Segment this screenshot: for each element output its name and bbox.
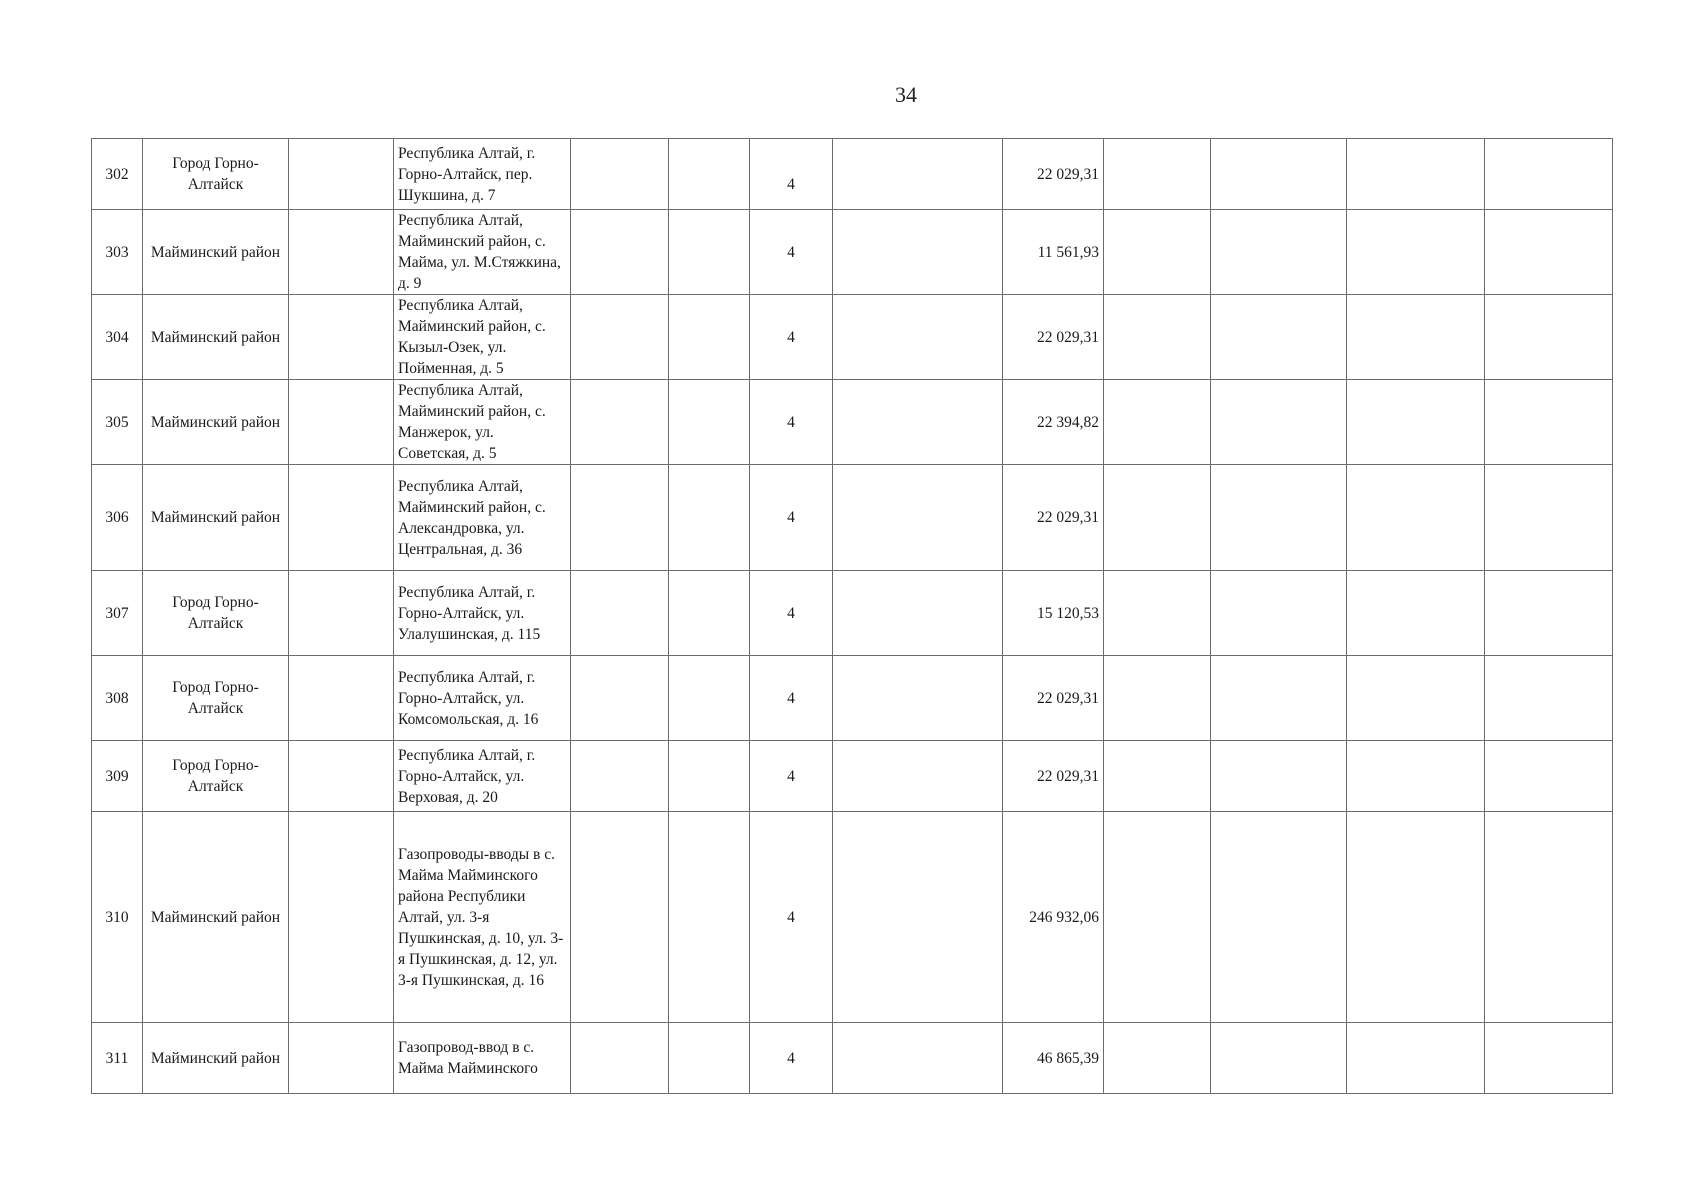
address-cell: Газопровод-ввод в с. Майма Майминского — [394, 1023, 571, 1094]
empty-cell — [833, 380, 1003, 465]
count-cell: 4 — [750, 380, 833, 465]
row-number: 306 — [92, 465, 143, 571]
empty-cell — [1104, 1023, 1211, 1094]
register-table — [91, 138, 1613, 1094]
count-cell: 4 — [750, 139, 833, 210]
empty-cell — [1211, 741, 1347, 812]
amount-cell: 46 865,39 — [1003, 1023, 1104, 1094]
empty-cell — [669, 295, 750, 380]
empty-cell — [1347, 465, 1485, 571]
empty-cell — [1211, 210, 1347, 295]
amount-cell: 15 120,53 — [1003, 571, 1104, 656]
row-number: 302 — [92, 139, 143, 210]
empty-cell — [1104, 210, 1211, 295]
amount-cell: 11 561,93 — [1003, 210, 1104, 295]
address-cell: Республика Алтай, г. Горно-Алтайск, ул. Верховая, д. 20 — [394, 741, 571, 812]
municipality-cell: Город Горно-Алтайск — [143, 571, 289, 656]
empty-cell — [833, 812, 1003, 1023]
address-cell: Газопроводы-вводы в с. Майма Майминского района Республики Алтай, ул. 3-я Пушкинская, д. 10, ул. 3-я Пушкинская, д. 12, ул. 3-я Пушкинская, д. 16 — [394, 812, 571, 1023]
empty-cell — [833, 656, 1003, 741]
empty-cell — [1485, 295, 1613, 380]
table-row — [92, 571, 1613, 656]
empty-cell — [571, 380, 669, 465]
empty-cell — [571, 656, 669, 741]
empty-cell — [289, 465, 394, 571]
table-row — [92, 1023, 1613, 1094]
count-cell: 4 — [750, 295, 833, 380]
table-row — [92, 465, 1613, 571]
empty-cell — [289, 741, 394, 812]
row-number: 310 — [92, 812, 143, 1023]
page-number: 34 — [895, 82, 917, 107]
address-cell: Республика Алтай, Майминский район, с. Манжерок, ул. Советская, д. 5 — [394, 380, 571, 465]
empty-cell — [833, 210, 1003, 295]
empty-cell — [833, 741, 1003, 812]
empty-cell — [1104, 812, 1211, 1023]
row-number: 311 — [92, 1023, 143, 1094]
table-row — [92, 812, 1613, 1023]
empty-cell — [1104, 656, 1211, 741]
row-number: 304 — [92, 295, 143, 380]
table-row — [92, 139, 1613, 210]
amount-cell: 22 029,31 — [1003, 295, 1104, 380]
empty-cell — [1347, 1023, 1485, 1094]
empty-cell — [1347, 741, 1485, 812]
count-cell: 4 — [750, 656, 833, 741]
municipality-cell: Город Горно-Алтайск — [143, 139, 289, 210]
empty-cell — [571, 741, 669, 812]
empty-cell — [289, 1023, 394, 1094]
empty-cell — [571, 465, 669, 571]
empty-cell — [289, 812, 394, 1023]
empty-cell — [1347, 139, 1485, 210]
empty-cell — [1347, 656, 1485, 741]
empty-cell — [571, 1023, 669, 1094]
count-cell: 4 — [750, 741, 833, 812]
municipality-cell: Майминский район — [143, 465, 289, 571]
address-cell: Республика Алтай, Майминский район, с. Майма, ул. М.Стяжкина, д. 9 — [394, 210, 571, 295]
empty-cell — [1485, 465, 1613, 571]
empty-cell — [1211, 571, 1347, 656]
count-cell: 4 — [750, 210, 833, 295]
empty-cell — [833, 139, 1003, 210]
municipality-cell: Майминский район — [143, 1023, 289, 1094]
empty-cell — [1211, 656, 1347, 741]
empty-cell — [571, 812, 669, 1023]
empty-cell — [1485, 380, 1613, 465]
table-body — [92, 139, 1613, 1094]
empty-cell — [833, 465, 1003, 571]
empty-cell — [1485, 571, 1613, 656]
empty-cell — [669, 210, 750, 295]
address-cell: Республика Алтай, г. Горно-Алтайск, пер. Шукшина, д. 7 — [394, 139, 571, 210]
empty-cell — [1347, 812, 1485, 1023]
row-number: 308 — [92, 656, 143, 741]
address-cell: Республика Алтай, г. Горно-Алтайск, ул. Комсомольская, д. 16 — [394, 656, 571, 741]
empty-cell — [1347, 210, 1485, 295]
empty-cell — [669, 1023, 750, 1094]
count-cell: 4 — [750, 812, 833, 1023]
empty-cell — [1104, 741, 1211, 812]
empty-cell — [289, 571, 394, 656]
empty-cell — [289, 139, 394, 210]
amount-cell: 246 932,06 — [1003, 812, 1104, 1023]
empty-cell — [669, 571, 750, 656]
table-row — [92, 741, 1613, 812]
municipality-cell: Майминский район — [143, 295, 289, 380]
empty-cell — [669, 741, 750, 812]
municipality-cell: Город Горно-Алтайск — [143, 741, 289, 812]
empty-cell — [669, 465, 750, 571]
empty-cell — [1211, 1023, 1347, 1094]
municipality-cell: Майминский район — [143, 210, 289, 295]
empty-cell — [833, 571, 1003, 656]
empty-cell — [1104, 465, 1211, 571]
empty-cell — [1211, 465, 1347, 571]
empty-cell — [1211, 380, 1347, 465]
municipality-cell: Майминский район — [143, 812, 289, 1023]
empty-cell — [571, 295, 669, 380]
empty-cell — [1485, 656, 1613, 741]
row-number: 305 — [92, 380, 143, 465]
empty-cell — [669, 139, 750, 210]
empty-cell — [1104, 295, 1211, 380]
table-row — [92, 210, 1613, 295]
empty-cell — [669, 656, 750, 741]
row-number: 309 — [92, 741, 143, 812]
empty-cell — [1104, 380, 1211, 465]
amount-cell: 22 029,31 — [1003, 656, 1104, 741]
empty-cell — [289, 210, 394, 295]
row-number: 303 — [92, 210, 143, 295]
empty-cell — [1211, 139, 1347, 210]
empty-cell — [1104, 571, 1211, 656]
table-row — [92, 295, 1613, 380]
empty-cell — [289, 295, 394, 380]
amount-cell: 22 029,31 — [1003, 139, 1104, 210]
empty-cell — [1485, 741, 1613, 812]
count-cell: 4 — [750, 1023, 833, 1094]
row-number: 307 — [92, 571, 143, 656]
empty-cell — [1347, 571, 1485, 656]
municipality-cell: Город Горно-Алтайск — [143, 656, 289, 741]
count-cell: 4 — [750, 465, 833, 571]
empty-cell — [571, 139, 669, 210]
empty-cell — [1485, 139, 1613, 210]
empty-cell — [1347, 380, 1485, 465]
table-row — [92, 656, 1613, 741]
empty-cell — [1485, 210, 1613, 295]
empty-cell — [1104, 139, 1211, 210]
municipality-cell: Майминский район — [143, 380, 289, 465]
empty-cell — [669, 380, 750, 465]
empty-cell — [833, 295, 1003, 380]
empty-cell — [289, 656, 394, 741]
empty-cell — [669, 812, 750, 1023]
empty-cell — [571, 210, 669, 295]
address-cell: Республика Алтай, Майминский район, с. Александровка, ул. Центральная, д. 36 — [394, 465, 571, 571]
empty-cell — [1211, 295, 1347, 380]
address-cell: Республика Алтай, Майминский район, с. Кызыл-Озек, ул. Пойменная, д. 5 — [394, 295, 571, 380]
empty-cell — [1211, 812, 1347, 1023]
empty-cell — [1485, 1023, 1613, 1094]
empty-cell — [1347, 295, 1485, 380]
amount-cell: 22 029,31 — [1003, 741, 1104, 812]
amount-cell: 22 394,82 — [1003, 380, 1104, 465]
count-cell: 4 — [750, 571, 833, 656]
empty-cell — [289, 380, 394, 465]
empty-cell — [571, 571, 669, 656]
empty-cell — [1485, 812, 1613, 1023]
empty-cell — [833, 1023, 1003, 1094]
amount-cell: 22 029,31 — [1003, 465, 1104, 571]
table-row — [92, 380, 1613, 465]
address-cell: Республика Алтай, г. Горно-Алтайск, ул. Улалушинская, д. 115 — [394, 571, 571, 656]
